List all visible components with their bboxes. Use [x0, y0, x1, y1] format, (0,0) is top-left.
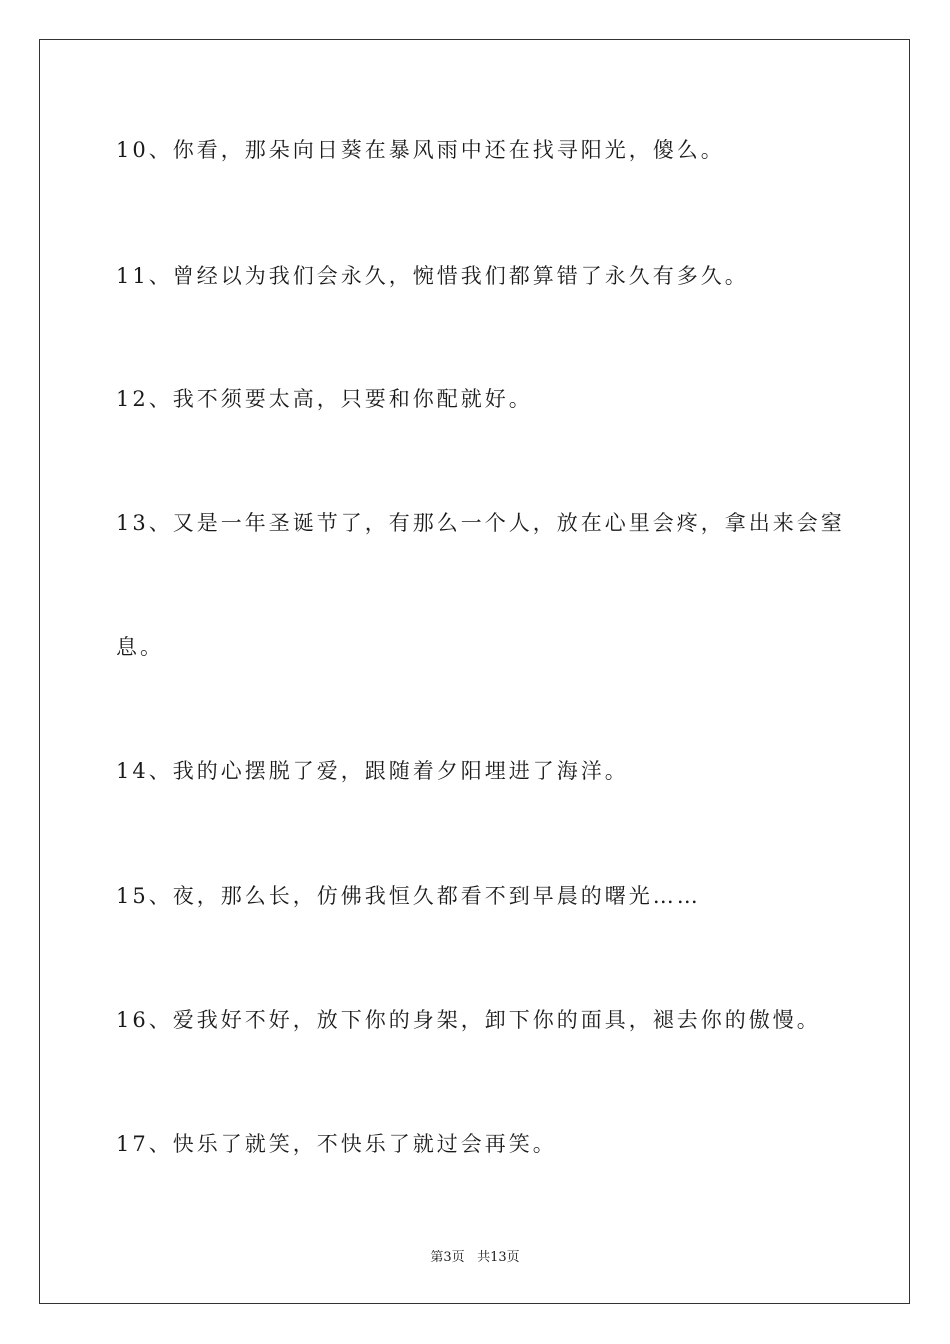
- page-frame: [39, 39, 910, 1304]
- text-line-12: 12、我不须要太高，只要和你配就好。: [116, 387, 533, 411]
- text-line-13-continued: 息。: [116, 635, 164, 659]
- page-number-total: 共13页: [477, 1250, 520, 1265]
- text-line-10: 10、你看，那朵向日葵在暴风雨中还在找寻阳光，傻么。: [116, 138, 725, 162]
- text-line-17: 17、快乐了就笑，不快乐了就过会再笑。: [116, 1132, 557, 1156]
- text-line-14: 14、我的心摆脱了爱，跟随着夕阳埋进了海洋。: [116, 759, 629, 783]
- text-line-13: 13、又是一年圣诞节了，有那么一个人，放在心里会疼，拿出来会窒: [116, 511, 845, 535]
- text-line-15: 15、夜，那么长，仿佛我恒久都看不到早晨的曙光……: [116, 884, 701, 908]
- text-line-11: 11、曾经以为我们会永久，惋惜我们都算错了永久有多久。: [116, 264, 749, 288]
- text-line-16: 16、爱我好不好，放下你的身架，卸下你的面具，褪去你的傲慢。: [116, 1008, 821, 1032]
- page-footer: [0, 1246, 950, 1265]
- page-number-current: 第3页: [430, 1250, 465, 1265]
